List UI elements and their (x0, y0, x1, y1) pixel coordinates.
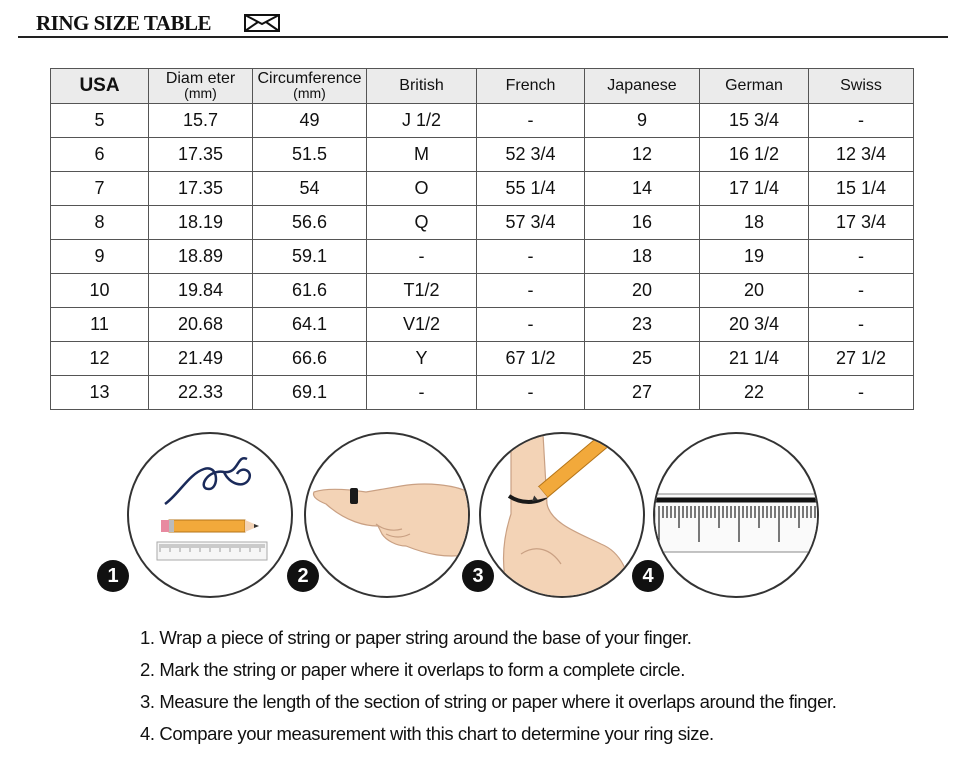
table-cell: 9 (585, 104, 700, 138)
table-cell: 52 3/4 (477, 138, 585, 172)
table-row (51, 172, 914, 206)
table-cell: 69.1 (253, 376, 367, 410)
table-cell: 10 (51, 274, 149, 308)
table-cell: 18 (700, 206, 809, 240)
table-cell: 18.89 (149, 240, 253, 274)
table-cell: 19 (700, 240, 809, 274)
column-header-british: British (367, 69, 477, 104)
table-cell: 20 (585, 274, 700, 308)
table-cell: 51.5 (253, 138, 367, 172)
table-row (51, 138, 914, 172)
table-cell: 16 1/2 (700, 138, 809, 172)
header (18, 8, 948, 38)
table-cell: 18.19 (149, 206, 253, 240)
table-cell: 21 1/4 (700, 342, 809, 376)
step-4-number: 4 (632, 560, 664, 592)
table-cell: 14 (585, 172, 700, 206)
column-header-french: French (477, 69, 585, 104)
instruction-item: 3. Measure the length of the section of string or paper where it overlaps around the finger. (140, 691, 837, 712)
step-2-illustration (304, 432, 470, 598)
table-cell: T1/2 (367, 274, 477, 308)
table-cell: - (809, 308, 914, 342)
table-cell: 49 (253, 104, 367, 138)
step-1-illustration (127, 432, 293, 598)
table-cell: - (477, 240, 585, 274)
hand-string-finger-icon (306, 434, 470, 598)
table-cell: - (477, 274, 585, 308)
table-cell: 25 (585, 342, 700, 376)
table-cell: 64.1 (253, 308, 367, 342)
table-cell: 15 1/4 (809, 172, 914, 206)
table-row (51, 206, 914, 240)
table-cell: 8 (51, 206, 149, 240)
table-row (51, 308, 914, 342)
table-cell: 19.84 (149, 274, 253, 308)
step-1-number: 1 (97, 560, 129, 592)
table-cell: 21.49 (149, 342, 253, 376)
step-4-illustration (653, 432, 819, 598)
table-cell: 55 1/4 (477, 172, 585, 206)
table-cell: O (367, 172, 477, 206)
table-cell: 67 1/2 (477, 342, 585, 376)
table-cell: 15.7 (149, 104, 253, 138)
table-cell: 12 (51, 342, 149, 376)
table-cell: 6 (51, 138, 149, 172)
table-cell: 27 1/2 (809, 342, 914, 376)
table-cell: 13 (51, 376, 149, 410)
table-header-row (51, 69, 914, 104)
table-cell: V1/2 (367, 308, 477, 342)
column-header-german: German (700, 69, 809, 104)
ruler-measure-icon (655, 434, 819, 598)
ring-size-table (50, 68, 914, 410)
table-cell: 61.6 (253, 274, 367, 308)
table-cell: 66.6 (253, 342, 367, 376)
table-cell: 17 1/4 (700, 172, 809, 206)
table-cell: 18 (585, 240, 700, 274)
column-header-swiss: Swiss (809, 69, 914, 104)
table-cell: 12 3/4 (809, 138, 914, 172)
column-header-diameter: Diam eter (mm) (149, 69, 253, 104)
table-row (51, 274, 914, 308)
table-cell: - (477, 376, 585, 410)
envelope-icon (244, 14, 280, 32)
table-cell: 56.6 (253, 206, 367, 240)
table-cell: - (367, 240, 477, 274)
table-cell: - (477, 104, 585, 138)
table-cell: - (477, 308, 585, 342)
table-row (51, 342, 914, 376)
table-cell: - (809, 240, 914, 274)
table-cell: 27 (585, 376, 700, 410)
table-cell: M (367, 138, 477, 172)
table-cell: 7 (51, 172, 149, 206)
instruction-item: 4. Compare your measurement with this chart to determine your ring size. (140, 723, 714, 744)
table-cell: 20.68 (149, 308, 253, 342)
table-cell: 22 (700, 376, 809, 410)
table-cell: 20 (700, 274, 809, 308)
table-cell: Y (367, 342, 477, 376)
step-3-illustration (479, 432, 645, 598)
table-row (51, 376, 914, 410)
table-cell: 20 3/4 (700, 308, 809, 342)
step-3-number: 3 (462, 560, 494, 592)
table-cell: - (367, 376, 477, 410)
table-cell: 17.35 (149, 172, 253, 206)
table-cell: - (809, 104, 914, 138)
table-cell: 22.33 (149, 376, 253, 410)
table-row (51, 104, 914, 138)
table-cell: 5 (51, 104, 149, 138)
table-cell: 12 (585, 138, 700, 172)
step-2-number: 2 (287, 560, 319, 592)
table-cell: Q (367, 206, 477, 240)
table-cell: 17.35 (149, 138, 253, 172)
table-row (51, 240, 914, 274)
instruction-item: 2. Mark the string or paper where it overlaps to form a complete circle. (140, 659, 685, 680)
table-cell: 17 3/4 (809, 206, 914, 240)
string-pencil-ruler-icon (129, 434, 293, 598)
table-cell: - (809, 274, 914, 308)
table-cell: 57 3/4 (477, 206, 585, 240)
column-header-circumference: Circumference (mm) (253, 69, 367, 104)
table-cell: 23 (585, 308, 700, 342)
page-title: RING SIZE TABLE (36, 11, 211, 35)
instruction-item: 1. Wrap a piece of string or paper string around the base of your finger. (140, 627, 692, 648)
column-header-usa: USA (51, 69, 149, 104)
table-cell: 16 (585, 206, 700, 240)
pencil-mark-finger-icon (481, 434, 645, 598)
table-cell: 15 3/4 (700, 104, 809, 138)
table-cell: - (809, 376, 914, 410)
table-cell: 54 (253, 172, 367, 206)
table-cell: J 1/2 (367, 104, 477, 138)
table-cell: 9 (51, 240, 149, 274)
table-cell: 11 (51, 308, 149, 342)
instructions-list (140, 624, 836, 752)
column-header-japanese: Japanese (585, 69, 700, 104)
measuring-steps (107, 432, 827, 602)
table-cell: 59.1 (253, 240, 367, 274)
